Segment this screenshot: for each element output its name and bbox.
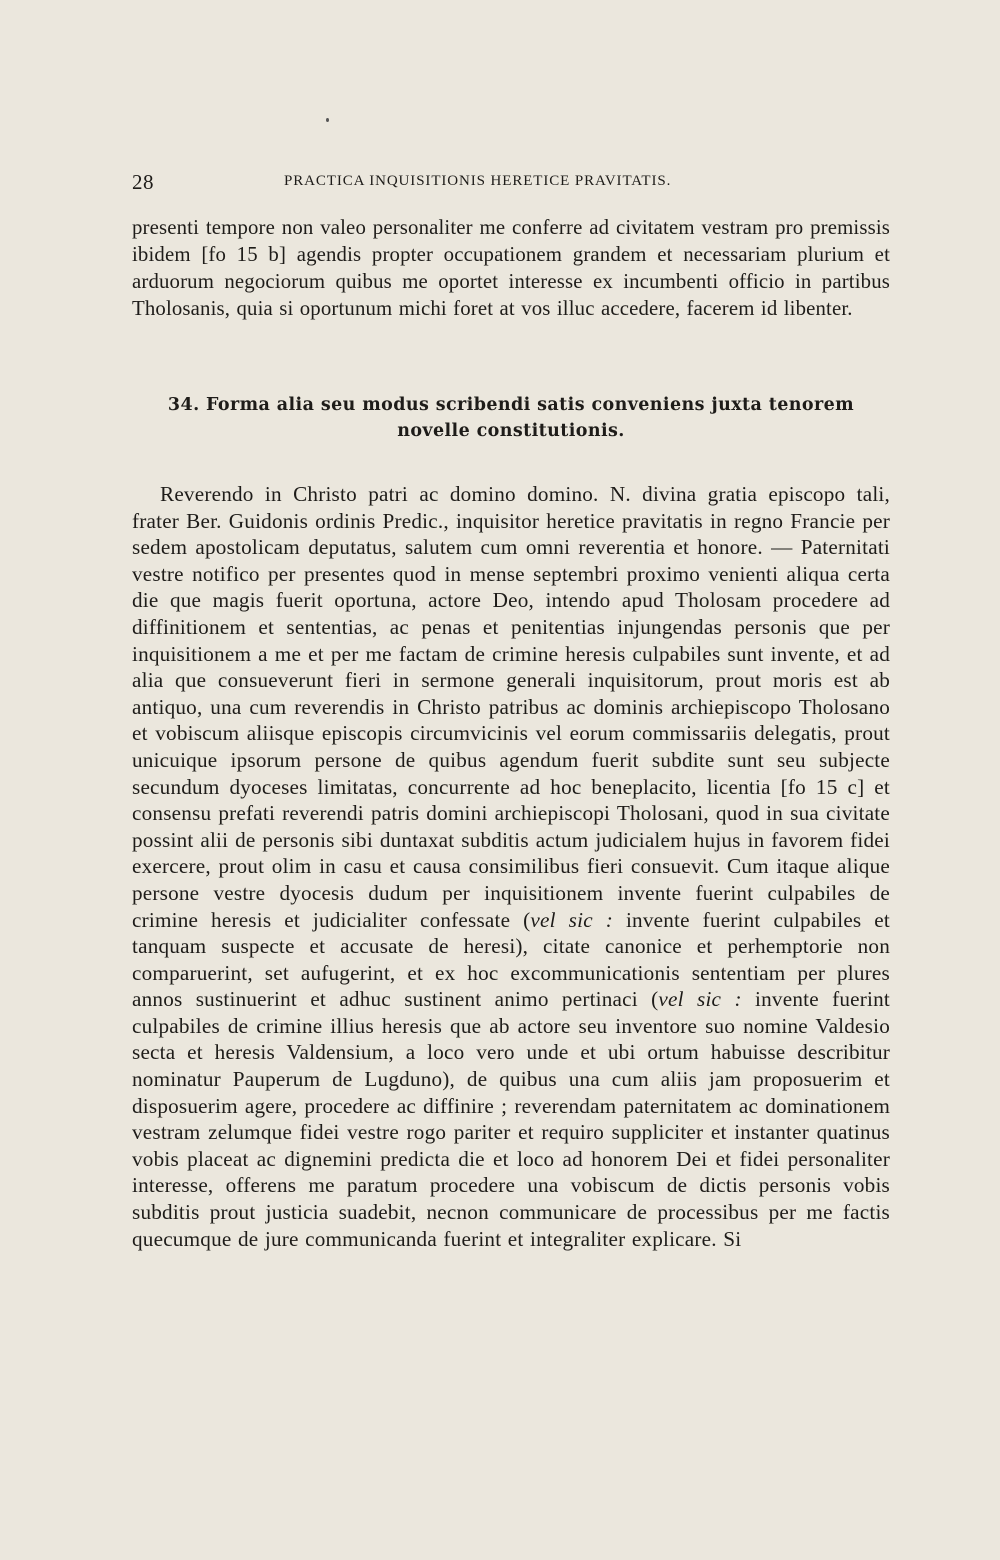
variant-marker: vel sic : bbox=[530, 907, 613, 932]
page-number: 28 bbox=[132, 170, 154, 194]
running-title: PRACTICA INQUISITIONIS HERETICE PRAVITATIS. bbox=[284, 173, 672, 189]
section-heading: 34. Forma alia seu modus scribendi satis conveniens juxta tenorem novelle constitutionis. bbox=[167, 395, 855, 441]
paragraph-text: presenti tempore non valeo personaliter me conferre ad civitatem vestram pro premissis ibidem [fo 15 b] agendis propter occupationem grandem et necessariam plurium et arduorum negociorum quibus me oportet interesse ex incumbenti officio in partibus Tholosanis, quia si oportunum michi foret at vos illuc accedere, facerem id libenter. bbox=[132, 216, 890, 320]
letter-text bbox=[132, 481, 890, 1252]
page-header bbox=[132, 170, 888, 200]
paragraph-continued bbox=[132, 214, 890, 322]
letter-text-part: invente fuerint culpabiles et tanquam suspecte et accusate de heresi), citate canonice et perhemptorie non comparuerint, set aufugerint, et ex hoc excommunicationis sententiam per plures annos sustinuerint et adhuc sustinent animo pertinaci ( bbox=[132, 907, 890, 1012]
letter-text-part: Reverendo in Christo patri ac domino domino. N. divina gratia episcopo tali, frater Ber. Guidonis ordinis Predic., inquisitor heretice pravitatis in regno Francie per sedem apostolicam deputatus, salutem cum omni reverentia et honore. — Paternitati vestre notifico per presentes quod in mense septembri proximo venienti aliqua certa die que magis fuerit oportuna, actore Deo, intendo apud Tholosam procedere ad diffinitionem et sententias, ac penas et penitentias injungendas personis que per inquisitionem a me et per me factam de crimine heresis culpabiles sunt invente, et ad alia que consueverunt fieri in sermone generali inquisitorum, prout moris est ab antiquo, una cum reverendis in Christo patribus ac dominis archiepiscopo Tholosano et vobiscum aliisque episcopis circumvicinis vel eorum commissariis delegatis, prout unicuique ipsorum persone de quibus agendum fuerit subdite sunt seu subjecte secundum dyoceses limitatas, concurrente ad hoc beneplacito, licentia [fo 15 c] et consensu prefati reverendi patris domini archiepiscopi Tholosani, quod in sua civitate possint alii de personis sibi duntaxat subditis actum judicialem hujus in favorem fidei exercere, prout olim in casu et causa consimilibus fieri consuevit. Cum itaque alique persone vestre dyocesis dudum per inquisitionem invente fuerint culpabiles de crimine heresis et judicialiter confessate ( bbox=[132, 482, 890, 932]
variant-marker: vel sic : bbox=[658, 987, 742, 1012]
page-speck bbox=[326, 118, 329, 122]
letter-paragraph bbox=[132, 481, 890, 1252]
letter-text-part: invente fuerint culpabiles de crimine illius heresis que ab actore seu inventore suo nomine Valdesio secta et heresis Valdensium, a loco vero unde et ubi ortum habuisse describitur nominatur Pauperum de Lugduno), de quibus una cum aliis jam proposuerim et disposuerim agere, procedere ac diffinire ; reverendam paternitatem ac dominationem vestram zelumque fidei vestre rogo pariter et requiro suppliciter et instanter quatinus vobis placeat ac dignemini predicta die et loco ad honorem Dei et fidei personaliter interesse, offerens me paratum procedere una vobiscum de dictis personis vobis subditis prout justicia suadebit, necnon communicare de processibus per me factis quecumque de jure communicanda fuerint et integraliter explicare. Si bbox=[132, 987, 890, 1251]
